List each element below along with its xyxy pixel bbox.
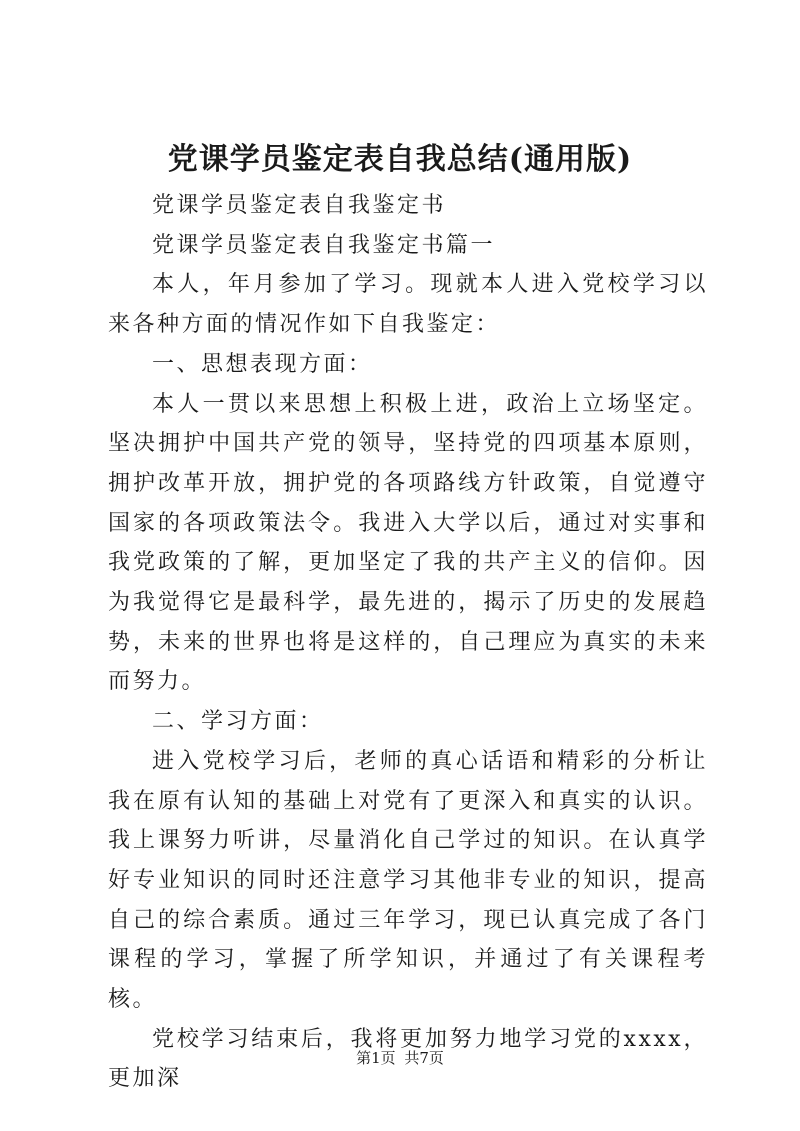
document-body bbox=[108, 186, 708, 1099]
page-total: 共7页 bbox=[404, 1049, 444, 1067]
paragraph-study: 进入党校学习后，老师的真心话语和精彩的分析让我在原有认知的基础上对党有了更深入和真实的认识。我上课努力听讲，尽量消化自己学过的知识。在认真学好专业知识的同时还注意学习其他非专业的知识，提高自己的综合素质。通过三年学习，现已认真完成了各门课程的学习，掌握了所学知识，并通过了有关课程考核。 bbox=[108, 748, 708, 1013]
page-footer bbox=[0, 1048, 800, 1068]
section-heading-study: 二、学习方面： bbox=[152, 709, 324, 735]
paragraph-conclusion: 党校学习结束后，我将更加努力地学习党的xxxx，更加深 bbox=[108, 1026, 708, 1092]
document-title: 党课学员鉴定表自我总结(通用版) bbox=[167, 142, 633, 177]
paragraph-subtitle-part-one: 党课学员鉴定表自我鉴定书篇一 bbox=[152, 232, 496, 258]
paragraph-subtitle: 党课学员鉴定表自我鉴定书 bbox=[152, 193, 447, 218]
page-number: 第1页 bbox=[356, 1049, 396, 1067]
section-heading-ideology: 一、思想表现方面： bbox=[152, 351, 373, 377]
paragraph-intro: 本人，年月参加了学习。现就本人进入党校学习以来各种方面的情况作如下自我鉴定： bbox=[108, 272, 708, 338]
paragraph-ideology: 本人一贯以来思想上积极上进，政治上立场坚定。坚决拥护中国共产党的领导，坚持党的四项基本原则，拥护改革开放，拥护党的各项路线方针政策，自觉遵守国家的各项政策法令。我进入大学以后，通过对实事和我党政策的了解，更加坚定了我的共产主义的信仰。因为我觉得它是最科学，最先进的，揭示了历史的发展趋势，未来的世界也将是这样的，自己理应为真实的未来而努力。 bbox=[108, 391, 708, 695]
